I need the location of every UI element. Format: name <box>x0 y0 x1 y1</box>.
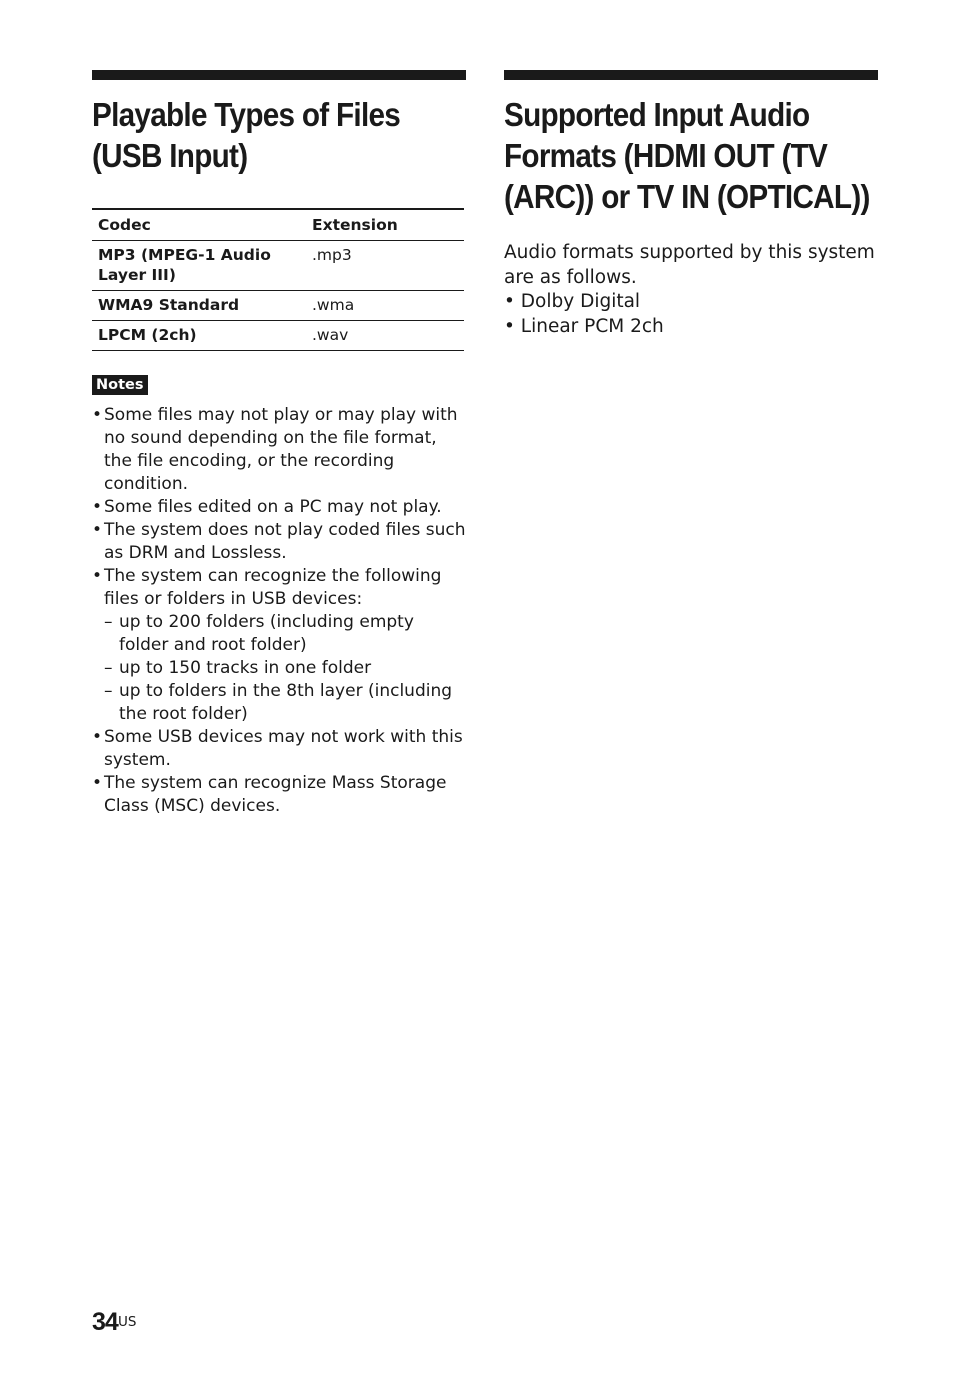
left-column <box>92 70 466 818</box>
codec-table <box>92 208 464 351</box>
list-item <box>92 404 466 496</box>
note-text: Some files may not play or may play with no sound depending on the file format, the file encoding, or the recording condition. <box>104 405 458 494</box>
section-rule <box>504 70 878 80</box>
sub-list-item <box>104 680 466 726</box>
sub-notes-list <box>104 611 466 726</box>
page-number: 34 <box>92 1308 118 1336</box>
section-rule <box>92 70 466 80</box>
sub-list-item <box>104 657 466 680</box>
section-title-audio-formats: Supported Input Audio Formats (HDMI OUT (TV (ARC)) or TV IN (OPTICAL)) <box>504 96 870 215</box>
extension-cell: .wma <box>306 291 464 321</box>
codec-cell: MP3 (MPEG-1 Audio Layer III) <box>92 241 306 291</box>
notes-list <box>92 404 466 818</box>
subnote-text: up to 150 tracks in one folder <box>119 658 372 678</box>
note-text: The system does not play coded files such as DRM and Lossless. <box>104 520 466 563</box>
subnote-text: up to 200 folders (including empty folder and root folder) <box>119 612 414 655</box>
extension-cell: .wav <box>306 321 464 351</box>
note-text: The system can recognize the following files or folders in USB devices: <box>104 566 442 609</box>
table-row <box>92 241 464 291</box>
column-header-extension: Extension <box>306 209 464 241</box>
list-item <box>92 726 466 772</box>
list-item <box>504 290 878 315</box>
right-column <box>504 70 878 339</box>
codec-cell: WMA9 Standard <box>92 291 306 321</box>
list-item <box>504 315 878 340</box>
list-item <box>92 519 466 565</box>
note-text: Some USB devices may not work with this system. <box>104 727 463 770</box>
notes-badge: Notes <box>92 375 148 395</box>
table-row <box>92 291 464 321</box>
list-item <box>92 772 466 818</box>
note-text: The system can recognize Mass Storage Class (MSC) devices. <box>104 773 447 816</box>
note-text: Some files edited on a PC may not play. <box>104 497 442 517</box>
page-region-suffix: US <box>118 1314 137 1330</box>
list-item <box>92 565 466 726</box>
table-row <box>92 321 464 351</box>
extension-cell: .mp3 <box>306 241 464 291</box>
codec-cell: LPCM (2ch) <box>92 321 306 351</box>
section-title-playable-files: Playable Types of Files (USB Input) <box>92 96 401 174</box>
formats-intro: Audio formats supported by this system are as follows. <box>504 242 875 288</box>
list-item <box>92 496 466 519</box>
table-header-row <box>92 209 464 241</box>
sub-list-item <box>104 611 466 657</box>
column-header-codec: Codec <box>92 209 306 241</box>
format-text: Linear PCM 2ch <box>520 315 664 337</box>
formats-list <box>504 290 878 339</box>
subnote-text: up to folders in the 8th layer (including the root folder) <box>119 681 453 724</box>
format-text: Dolby Digital <box>520 291 641 312</box>
